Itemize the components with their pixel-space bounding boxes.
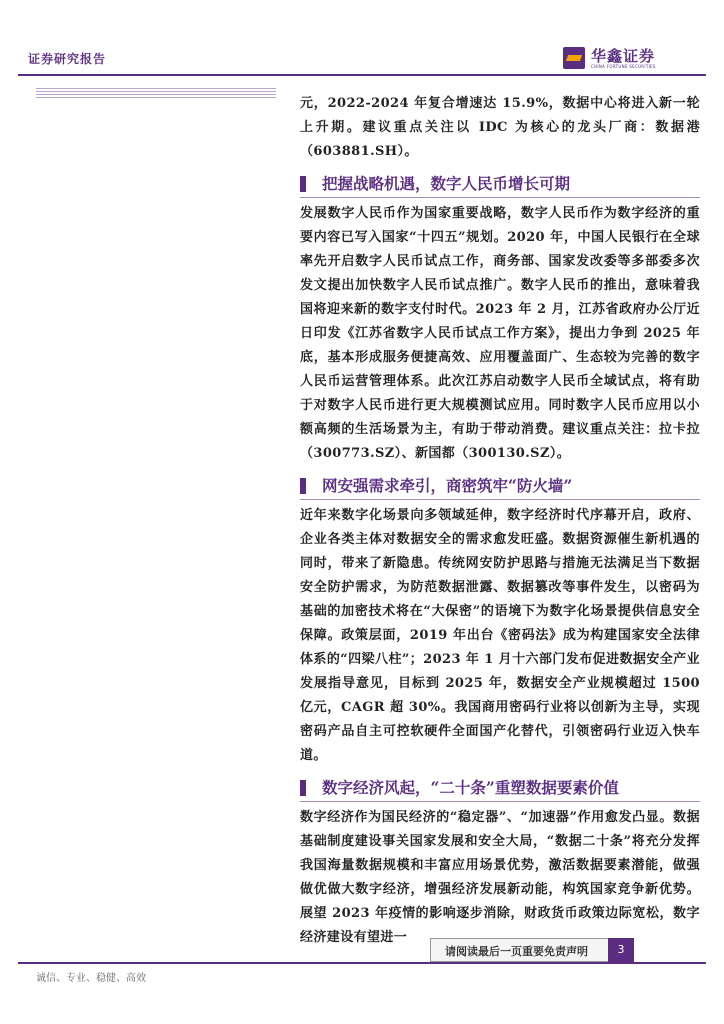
logo-name: 华鑫证券 <box>591 47 656 65</box>
section-heading-digital-economy <box>300 774 700 802</box>
sidebar-hatch-decoration <box>36 88 276 98</box>
footer-divider <box>18 962 706 964</box>
page-number: 3 <box>608 938 634 962</box>
heading-underline <box>300 801 700 802</box>
main-content <box>300 92 700 950</box>
paragraph-digital-rmb: 发展数字人民币作为国家重要战略，数字人民币作为数字经济的重要内容已写入国家“十四五”规划。2020 年，中国人民银行在全球率先开启数字人民币试点工作，商务部、国家发改委等多部委多次发文提出加快数字人民币试点推广。数字人民币的推出，意味着我国将迎来新的数字支付时代。2023 年 2 月，江苏省政府办公厅近日印发《江苏省数字人民币试点工作方案》，提出力争到 2025 年底，基本形成服务便捷高效、应用覆盖面广、生态较为完善的数字人民币运营管理体系。此次江苏启动数字人民币全域试点，将有助于对数字人民币进行更大规模测试应用。同时数字人民币应用以小额高频的生活场景为主，有助于带动消费。建议重点关注：拉卡拉（300773.SZ）、新国都（300130.SZ）。 <box>300 206 700 461</box>
section-heading-text: 网安强需求牵引，商密筑牢“防火墙” <box>322 476 573 495</box>
disclaimer-text: 请阅读最后一页重要免责声明 <box>445 945 588 958</box>
heading-bar-icon <box>300 176 306 192</box>
heading-bar-icon <box>300 478 306 494</box>
section-heading-cybersecurity <box>300 472 700 500</box>
paragraph-idc: 元，2022-2024 年复合增速达 15.9%，数据中心将进入新一轮上升期。建议重点关注以 IDC 为核心的龙头厂商：数据港（603881.SH）。 <box>300 96 700 159</box>
logo-mark-icon <box>563 47 585 69</box>
report-type-label: 证券研究报告 <box>28 52 107 66</box>
logo-subtitle: CHINA FORTUNE SECURITIES <box>591 64 656 69</box>
paragraph-digital-economy: 数字经济作为国民经济的“稳定器”、“加速器”作用愈发凸显。数据基础制度建设事关国家发展和安全大局，“数据二十条”将充分发挥我国海量数据规模和丰富应用场景优势，激活数据要素潜能，做强做优做大数字经济，增强经济发展新动能，构筑国家竞争新优势。展望 2023 年疫情的影响逐步消除，财政货币政策边际宽松，数字经济建设有望进一 <box>300 810 700 945</box>
heading-underline <box>300 499 700 500</box>
paragraph-cybersecurity: 近年来数字化场景向多领域延伸，数字经济时代序幕开启，政府、企业各类主体对数据安全的需求愈发旺盛。数据资源催生新机遇的同时，带来了新隐患。传统网安防护思路与措施无法满足当下数据安全防护需求，为防范数据泄露、数据篡改等事件发生，以密码为基础的加密技术将在“大保密”的语境下为数字化场景提供信息安全保障。政策层面，2019 年出台《密码法》成为构建国家安全法律体系的“四梁八柱”；2023 年 1 月十六部门发布促进数据安全产业发展指导意见，目标到 2025 年，数据安全产业规模超过 1500 亿元，CAGR 超 30%。我国商用密码行业将以创新为主导，实现密码产品自主可控软硬件全面国产化替代，引领密码行业迈入快车道。 <box>300 508 700 763</box>
company-logo <box>563 47 703 75</box>
section-heading-text: 数字经济风起，“二十条”重塑数据要素价值 <box>322 778 619 797</box>
section-heading-text: 把握战略机遇，数字人民币增长可期 <box>322 174 571 193</box>
footer-motto: 诚信、专业、稳健、高效 <box>36 973 146 984</box>
heading-underline <box>300 197 700 198</box>
disclaimer-notice[interactable] <box>430 938 630 962</box>
heading-bar-icon <box>300 780 306 796</box>
section-heading-digital-rmb <box>300 170 700 198</box>
header-divider <box>18 74 706 76</box>
